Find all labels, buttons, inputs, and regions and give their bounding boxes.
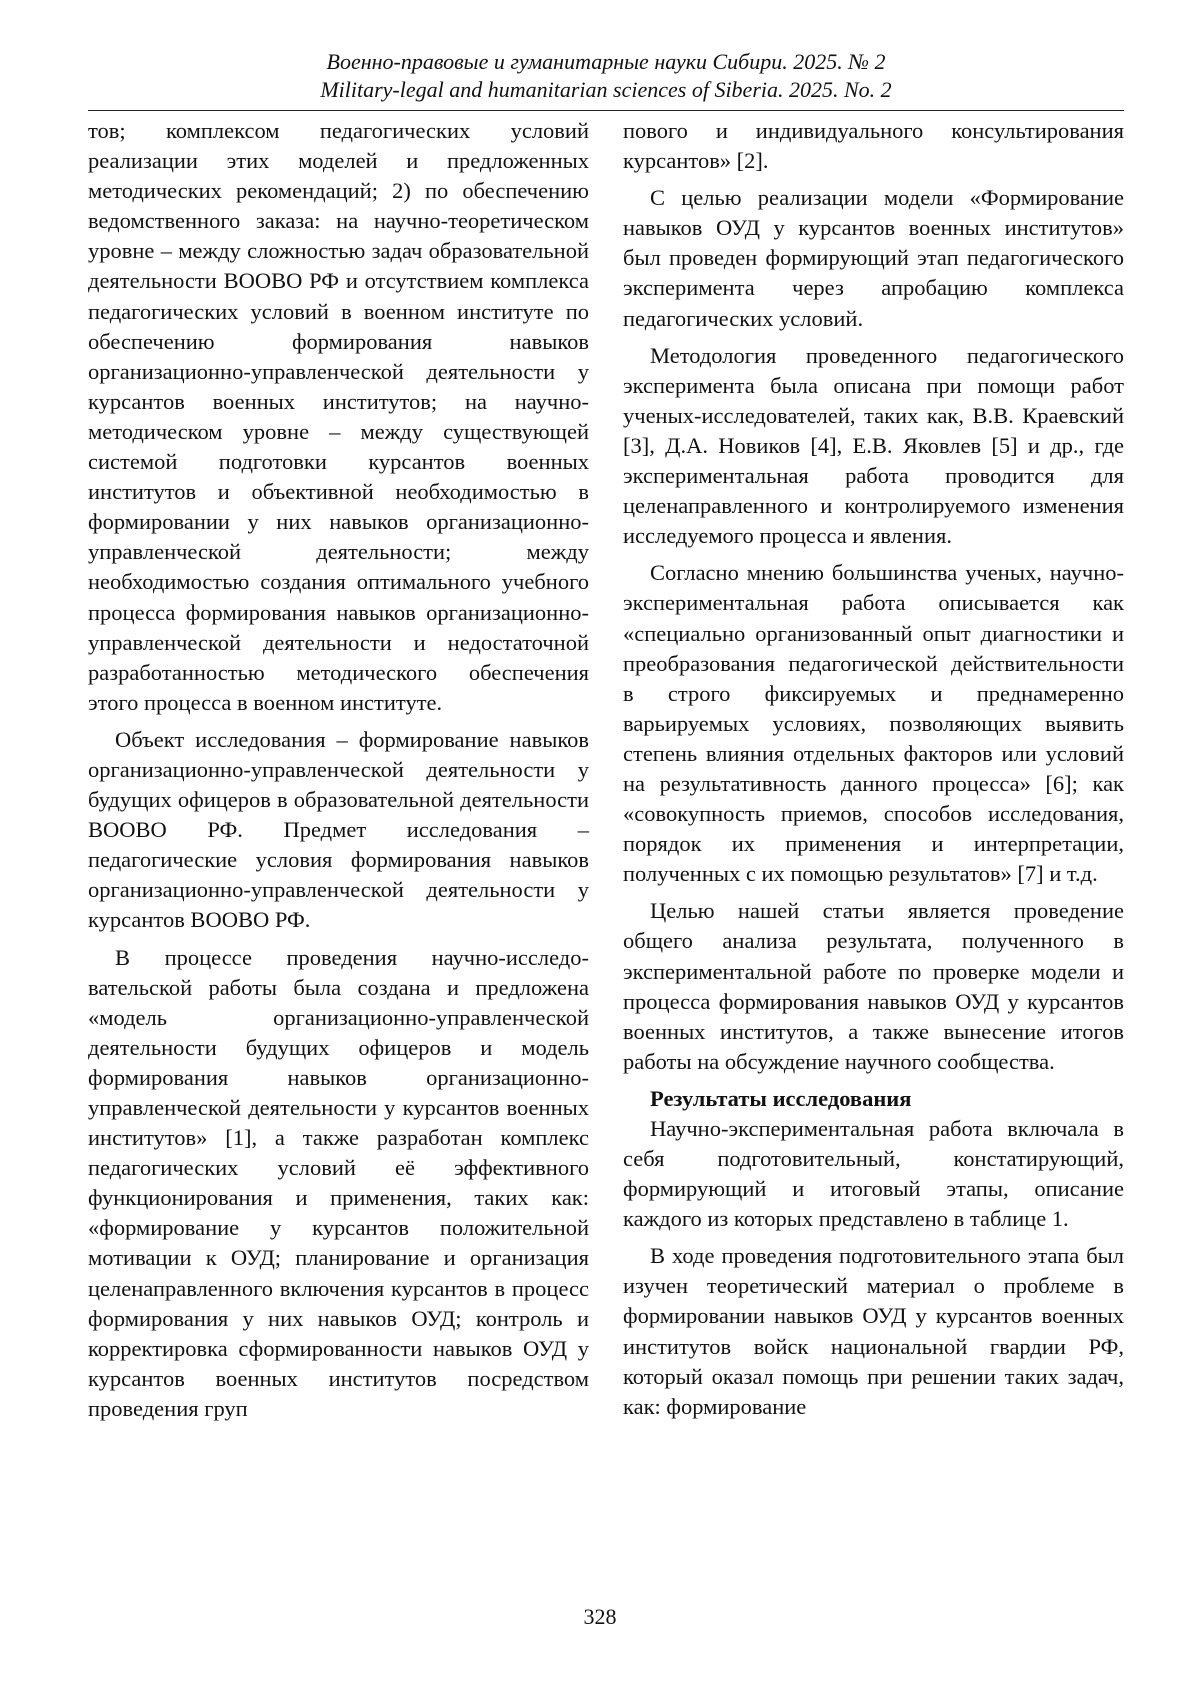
left-paragraph-1: тов; комплексом педагогических условий реализации этих моделей и предложенных методических рекомендаций; 2) по обеспечению ведомственного заказа: на научно-теоретическом уровне – между сложностью задач образовательной деятельности ВООВО РФ и отсутствием комплекса педагогических условий в военном институте по обеспечению формирования навыков организационно-управленческой деятельности у курсантов военных институтов; на научно-методическом уровне – между существующей системой подготовки курсантов военных институтов и объективной необходимостью в формировании у них навыков организационно-управленческой деятельности; между необходимостью создания оптимального учебного процесса формирования навыков организационно-управленческой деятельности и недостаточной разработанностью методического обеспечения этого процесса в военном институте. (88, 118, 589, 715)
page-number: 328 (583, 1604, 617, 1629)
right-paragraph-1: пового и индивидуального консультирования курсантов» [2]. (623, 118, 1124, 174)
left-column (88, 116, 589, 1424)
right-paragraph-6: Научно-экспериментальная работа включала в себя подготовительный, констатирующий, формирующий и итоговый этапы, описание каждого из которых представлено в таблице 1. (623, 1115, 1124, 1232)
left-paragraph-2: Объект исследования – формирование навыков организационно-управленческой деятельности у будущих офицеров в образовательной деятельности ВООВО РФ. Предмет исследования – педагогические условия формирования навыков организационно-управленческой деятельности у курсантов ВООВО РФ. (88, 726, 589, 933)
right-column (623, 116, 1124, 1422)
section-heading-results: Результаты исследования (650, 1085, 912, 1111)
journal-title-ru: Военно-правовые и гуманитарные науки Сибири. 2025. № 2 (326, 49, 886, 74)
right-paragraph-3: Методология проведенного педагогического эксперимента была описана при помощи работ ученых-исследователей, таких как, В.В. Краевский [3], Д.А. Новиков [4], Е.В. Яковлев [5] и др., где экспериментальная работа проводится для целенаправленного и контролируемого изменения исследуемого процесса и явления. (623, 342, 1124, 549)
right-paragraph-7: В ходе проведения подготовительного этапа был изучен теоретический материал о проблеме в формировании навыков ОУД у курсантов военных институтов войск национальной гвардии РФ, который оказал помощь при решении таких задач, как: формирование (623, 1243, 1124, 1419)
right-paragraph-4: Согласно мнению большинства ученых, научно-экспериментальная работа описывается как «специально организованный опыт диагностики и преобразования педагогической действительности в строго фиксируемых и преднамеренно варьируемых условиях, позволяющих выявить степень влияния отдельных факторов или условий на результативность данного процесса» [6]; как «совокупность приемов, способов исследования, порядок их применения и интерпретации, полученных с их помощью результатов» [7] и т.д. (623, 560, 1124, 887)
header-divider (88, 110, 1124, 111)
journal-header (88, 48, 1124, 104)
right-paragraph-5: Целью нашей статьи является проведение общего анализа результата, полученного в экспериментальной работе по проверке модели и процесса формирования навыков ОУД у курсантов военных институтов, а также вынесение итогов работы на обсуждение научного сообщества. (623, 898, 1124, 1074)
left-paragraph-3: В процессе проведения научно-исследовательской работы была создана и предложена «модель организационно-управленческой деятельности будущих офицеров и модель формирования навыков организационно-управленческой деятельности у курсантов военных институтов» [1], а также разработан комплекс педагогических условий её эффективного функционирования и применения, таких как: «формирование у курсантов положительной мотивации к ОУД; планирование и организация целенаправленного включения курсантов в процесс формирования у них навыков ОУД; контроль и корректировка сформированности навыков ОУД у курсантов военных институтов посредством проведения груп (88, 944, 589, 1421)
right-paragraph-2: С целью реализации модели «Формирование навыков ОУД у курсантов военных институтов» был проведен формирующий этап педагогического эксперимента через апробацию комплекса педагогических условий. (623, 185, 1124, 331)
journal-title-en: Military-legal and humanitarian sciences of Siberia. 2025. No. 2 (320, 77, 892, 102)
